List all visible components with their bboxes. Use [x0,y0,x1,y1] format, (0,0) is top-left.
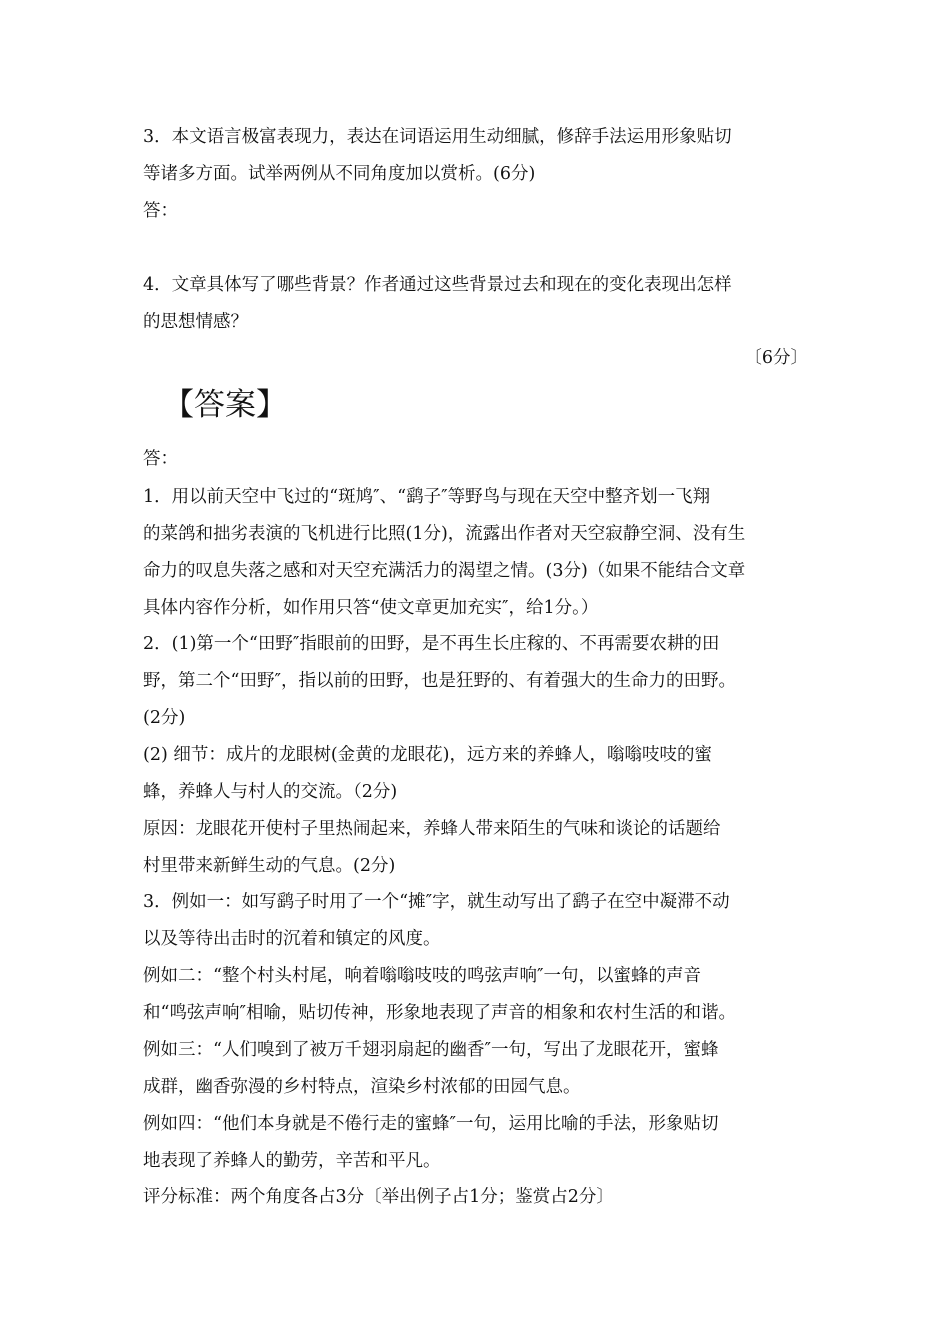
answer-line: 成群，幽香弥漫的乡村特点，渲染乡村浓郁的田园气息。 [143,1077,581,1097]
question-3-answer-label: 答： [143,201,178,221]
answer-heading: 【答案】 [163,387,287,423]
answer-line: 命力的叹息失落之感和对天空充满活力的渴望之情。(3分)（如果不能结合文章 [143,561,746,581]
scoring-standard: 评分标准：两个角度各占3分〔举出例子占1分；鉴赏占2分〕 [143,1187,614,1207]
answer-line: 具体内容作分析，如作用只答“使文章更加充实″，给1分。） [143,598,599,618]
answer-line: 例如二：“整个村头村尾，响着嗡嗡吱吱的鸣弦声响″一句，以蜜蜂的声音 [143,966,701,986]
answer-line: 1．用以前天空中飞过的“斑鸠″、“鹞子″等野鸟与现在天空中整齐划一飞翔 [143,487,711,507]
answer-line: 和“鸣弦声响″相喻，贴切传神，形象地表现了声音的相象和农村生活的和谐。 [143,1003,736,1023]
answer-line: 野，第二个“田野″，指以前的田野，也是狂野的、有着强大的生命力的田野。 [143,671,736,691]
answer-line: 地表现了养蜂人的勤劳，辛苦和平凡。 [143,1151,441,1171]
question-3-line-1: 3．本文语言极富表现力，表达在词语运用生动细腻，修辞手法运用形象贴切 [143,127,732,147]
answer-line: 2．(1)第一个“田野″指眼前的田野，是不再生长庄稼的、不再需要农耕的田 [143,634,720,654]
answer-line: 答： [143,449,178,469]
answer-line: 例如三：“人们嗅到了被万千翅羽扇起的幽香″一句，写出了龙眼花开，蜜蜂 [143,1040,719,1060]
answer-line: 蜂，养蜂人与村人的交流。（2分) [143,782,398,802]
question-4-score: 〔6分〕 [744,348,808,368]
answer-line: 原因：龙眼花开使村子里热闹起来，养蜂人带来陌生的气味和谈论的话题给 [143,819,721,839]
answer-line: 以及等待出击时的沉着和镇定的风度。 [143,929,441,949]
answer-line: 例如四：“他们本身就是不倦行走的蜜蜂″一句，运用比喻的手法，形象贴切 [143,1114,719,1134]
answer-line: (2) 细节：成片的龙眼树(金黄的龙眼花)，远方来的养蜂人，嗡嗡吱吱的蜜 [143,745,713,765]
question-4-line-2: 的思想情感？ [143,312,248,332]
answer-line: (2分) [143,708,186,728]
answer-line: 的菜鸽和拙劣表演的飞机进行比照(1分)，流露出作者对天空寂静空洞、没有生 [143,524,746,544]
answer-line: 3．例如一：如写鹞子时用了一个“摊″字，就生动写出了鹞子在空中凝滞不动 [143,892,730,912]
question-4-line-1: 4．文章具体写了哪些背景？作者通过这些背景过去和现在的变化表现出怎样 [143,275,732,295]
question-3-line-2: 等诸多方面。试举两例从不同角度加以赏析。(6分) [143,164,536,184]
answer-line: 村里带来新鲜生动的气息。(2分) [143,856,396,876]
